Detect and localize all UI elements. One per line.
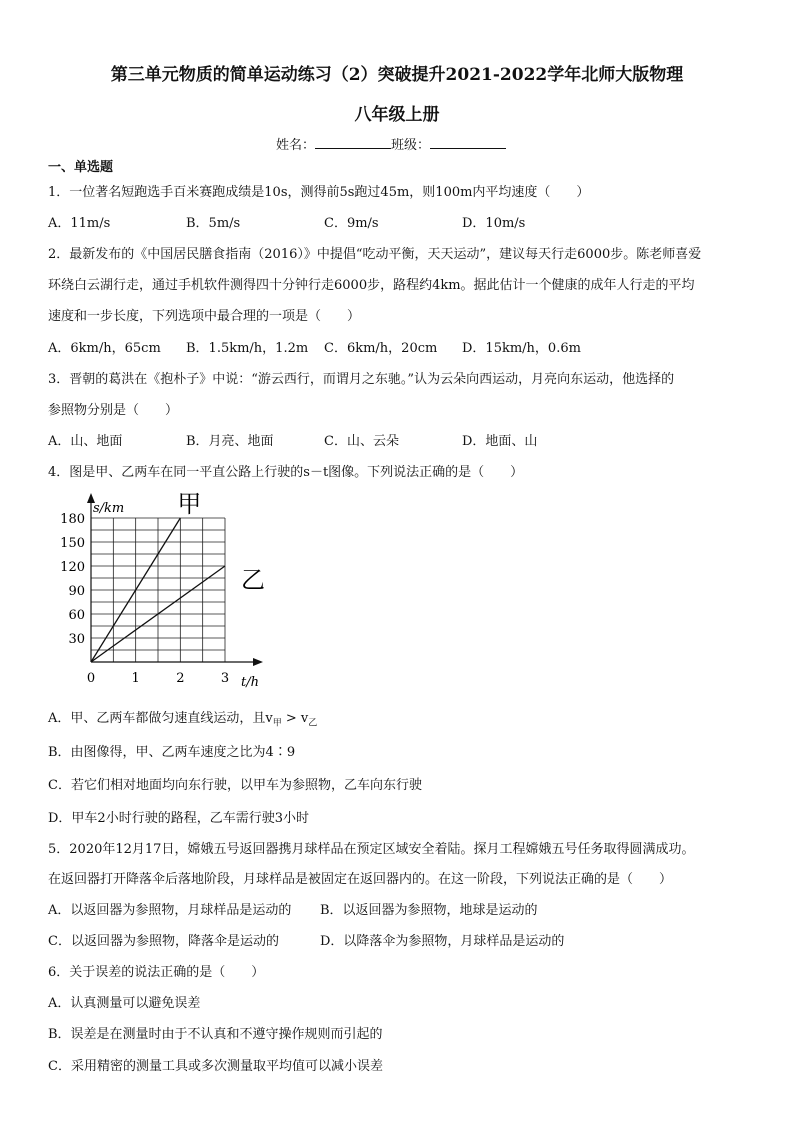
q3-option-a: A．山、地面 — [48, 434, 123, 449]
q4-option-a-sub2: 乙 — [308, 718, 318, 729]
graph-grid — [91, 518, 225, 662]
document-title-line1: 第三单元物质的简单运动练习（2）突破提升2021-2022学年北师大版物理 — [110, 65, 684, 85]
y-tick-label: 120 — [60, 560, 85, 575]
q5-stem-line2: 在返回器打开降落伞后落地阶段，月球样品是被固定在返回器内的。在这一阶段，下列说法正确的是（ ） — [48, 872, 673, 887]
q1-option-b: B．5m/s — [186, 216, 241, 231]
q3-stem-line1: 3．晋朝的葛洪在《抱朴子》中说：“游云西行，而谓月之东驰。”认为云朵向西运动，月亮向东运动，他选择的 — [48, 372, 675, 387]
q2-option-c: C．6km/h，20cm — [324, 341, 438, 356]
x-axis-label: t/h — [241, 675, 259, 690]
series-name-label-1: 甲 — [177, 490, 202, 518]
q2-stem-line1: 2．最新发布的《中国居民膳食指南（2016）》中提倡“吃动平衡，天天运动”，建议每天行走6000步。陈老师喜爱 — [48, 247, 702, 262]
q4-option-a — [48, 707, 317, 729]
y-tick-label: 60 — [68, 608, 85, 623]
q5-option-b: B．以返回器为参照物，地球是运动的 — [320, 903, 538, 918]
y-axis-label: s/km — [93, 501, 125, 516]
x-axis-arrow — [253, 658, 263, 666]
x-tick-label: 3 — [220, 671, 230, 686]
y-tick-label: 180 — [60, 512, 85, 527]
q5-stem-line1: 5．2020年12月17日，嫦娥五号返回器携月球样品在预定区域安全着陆。探月工程嫦娥五号任务取得圆满成功。 — [48, 842, 695, 857]
q1-option-c: C．9m/s — [324, 216, 379, 231]
q4-option-c: C．若它们相对地面均向东行驶，以甲车为参照物，乙车向东行驶 — [48, 778, 422, 793]
name-label: 姓名： — [276, 138, 316, 153]
class-blank[interactable] — [430, 136, 506, 149]
q3-option-c: C．山、云朵 — [324, 434, 399, 449]
q5-option-d: D．以降落伞为参照物，月球样品是运动的 — [320, 934, 565, 949]
q3-option-d: D．地面、山 — [462, 434, 538, 449]
class-label: 班级： — [391, 138, 431, 153]
q6-stem: 6．关于误差的说法正确的是（ ） — [48, 965, 265, 980]
q4-option-b: B．由图像得，甲、乙两车速度之比为4∶9 — [48, 745, 296, 760]
q4-option-a-text: A．甲、乙两车都做匀速直线运动，且v — [48, 711, 273, 726]
y-tick-label: 30 — [68, 632, 85, 647]
series-name-label-2: 乙 — [241, 566, 265, 594]
q4-option-d: D．甲车2小时行驶的路程，乙车需行驶3小时 — [48, 811, 309, 826]
q1-stem: 1．一位著名短跑选手百米赛跑成绩是10s，测得前5s跑过45m，则100m内平均速度（ ） — [48, 185, 590, 200]
document-title-line2: 八年级上册 — [354, 105, 440, 125]
q2-stem-line2: 环绕白云湖行走，通过手机软件测得四十分钟行走6000步，路程约4km。据此估计一个健康的成年人行走的平均 — [48, 278, 695, 293]
q1-option-a: A．11m/s — [48, 216, 111, 231]
q6-option-a: A．认真测量可以避免误差 — [48, 996, 201, 1011]
x-tick-label: 0 — [86, 671, 96, 686]
section-title: 一、单选题 — [48, 160, 114, 175]
student-info — [276, 134, 506, 153]
q1-option-d: D．10m/s — [462, 216, 526, 231]
q5-option-a: A．以返回器为参照物，月球样品是运动的 — [48, 903, 292, 918]
q2-option-d: D．15km/h，0.6m — [462, 341, 581, 356]
q4-option-a-sub1: 甲 — [272, 718, 282, 729]
x-tick-label: 1 — [131, 671, 140, 686]
q3-stem-line2: 参照物分别是（ ） — [48, 403, 179, 418]
q4-stem: 4．图是甲、乙两车在同一平直公路上行驶的s－t图像。下列说法正确的是（ ） — [48, 465, 524, 480]
q6-option-b: B．误差是在测量时由于不认真和不遵守操作规则而引起的 — [48, 1027, 383, 1042]
q6-option-c: C．采用精密的测量工具或多次测量取平均值可以减小误差 — [48, 1059, 383, 1074]
q3-option-b: B．月亮、地面 — [186, 434, 274, 449]
y-tick-label: 150 — [60, 536, 85, 551]
name-blank[interactable] — [315, 136, 391, 149]
q5-option-c: C．以返回器为参照物，降落伞是运动的 — [48, 934, 279, 949]
q2-option-b: B．1.5km/h，1.2m — [186, 341, 309, 356]
q2-option-a: A．6km/h，65cm — [48, 341, 161, 356]
q2-stem-line3: 速度和一步长度，下列选项中最合理的一项是（ ） — [48, 309, 361, 324]
y-tick-label: 90 — [68, 584, 85, 599]
x-tick-label: 2 — [176, 671, 185, 686]
st-graph — [48, 490, 278, 690]
q4-option-a-mid: > v — [281, 711, 309, 726]
